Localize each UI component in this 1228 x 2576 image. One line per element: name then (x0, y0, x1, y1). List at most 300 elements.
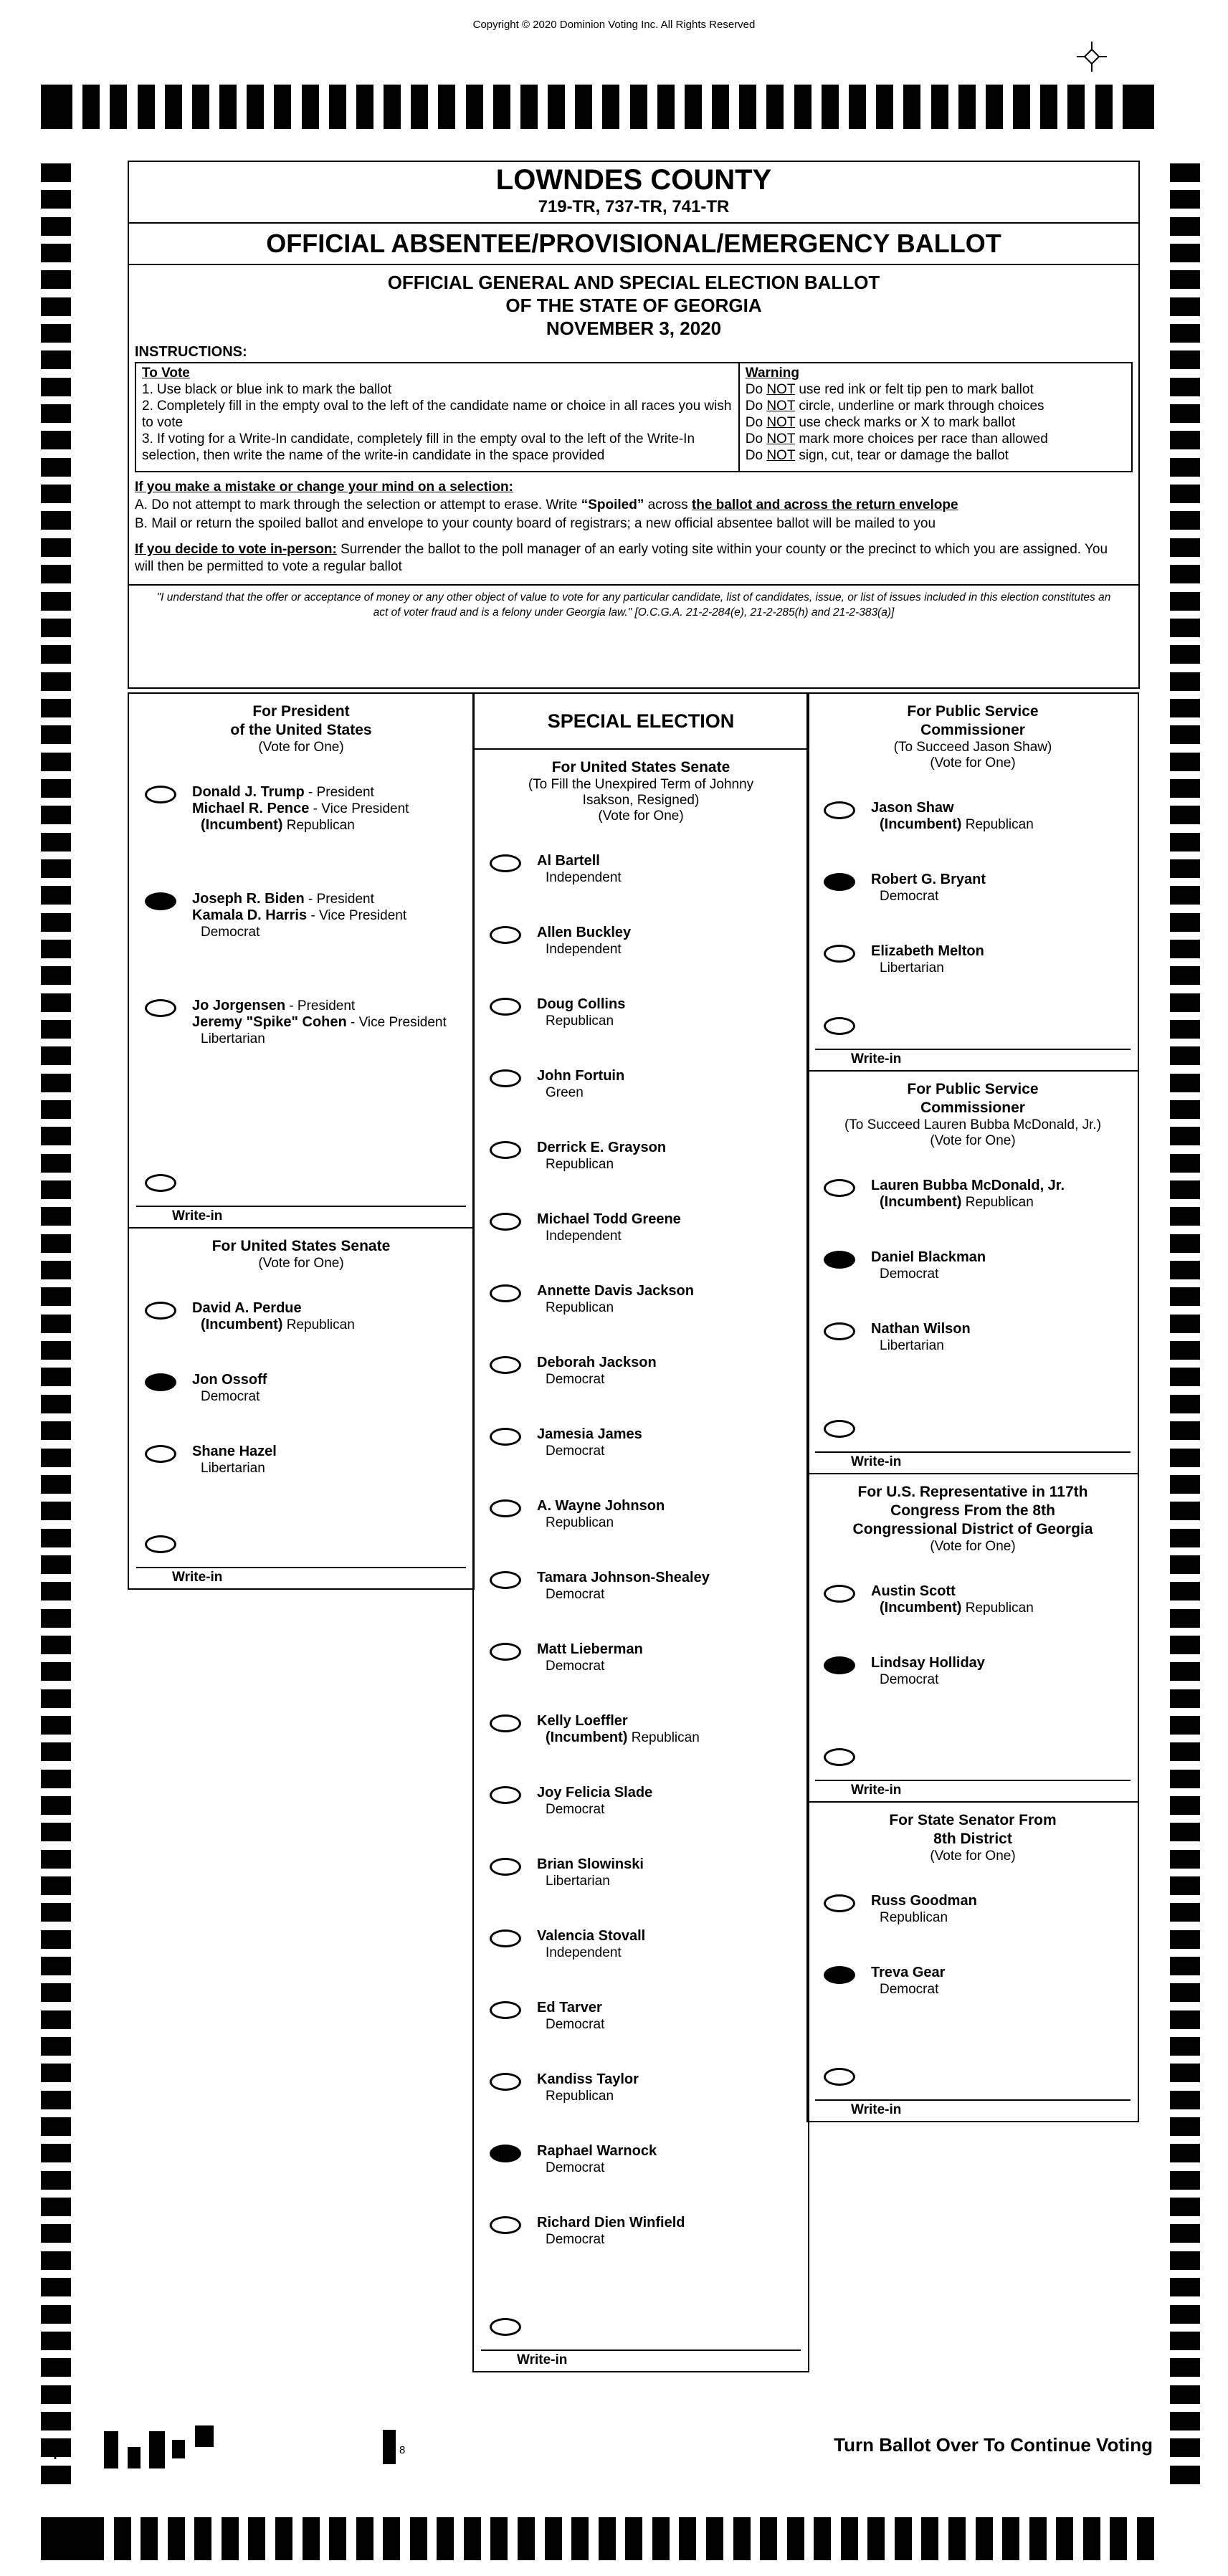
write-in-section (808, 2066, 1138, 2121)
contest-subtitle: (Vote for One) (258, 740, 344, 755)
county-name: LOWNDES COUNTY (495, 164, 772, 196)
timing-mark (41, 431, 71, 449)
write-in-label: Write-in (517, 2352, 568, 2367)
ballot-oval[interactable] (824, 1179, 855, 1197)
candidate-list (808, 800, 1138, 1015)
candidate-text-row: Kelly Loeffler (537, 1713, 628, 1729)
timing-mark (1170, 350, 1200, 369)
timing-mark (247, 85, 264, 129)
timing-mark (384, 85, 401, 129)
candidate-text-row: Kamala D. Harris - Vice President (192, 907, 407, 923)
timing-mark (41, 244, 71, 262)
candidate-text-row: (Incumbent) Republican (880, 1600, 1034, 1616)
timing-mark (41, 217, 71, 236)
write-in-oval[interactable] (145, 1174, 176, 1192)
write-in-label: Write-in (851, 1783, 902, 1798)
timing-mark (1170, 297, 1200, 316)
timing-mark (733, 2517, 751, 2560)
write-in-oval[interactable] (824, 1748, 855, 1766)
timing-mark (976, 2517, 993, 2560)
timing-mark (1013, 85, 1030, 129)
candidate-text-row: Austin Scott (871, 1583, 956, 1599)
instruction-item: 2. Completely fill in the empty oval to the left of the candidate name or choice in all races you wish to vote (142, 399, 732, 430)
candidate-option (474, 1928, 808, 1961)
candidate-text-row: Democrat (546, 1372, 605, 1387)
ballot-oval[interactable] (490, 1786, 521, 1804)
candidate-text-row: Democrat (546, 2017, 605, 2032)
calibration-bar (149, 2431, 165, 2468)
contest-title: Commissioner (920, 1099, 1025, 1116)
ballot-oval[interactable] (490, 854, 521, 872)
timing-mark (625, 2517, 642, 2560)
timing-mark (41, 378, 71, 396)
contest-title: For United States Senate (211, 1238, 391, 1254)
timing-mark (1123, 85, 1154, 129)
timing-mark (82, 85, 100, 129)
candidate-text-row: Democrat (201, 925, 260, 940)
write-in-oval[interactable] (145, 1535, 176, 1553)
timing-mark (706, 2517, 723, 2560)
timing-mark (303, 2517, 320, 2560)
contest-title: Commissioner (920, 722, 1025, 738)
contest-title: For U.S. Representative in 117th (857, 1484, 1088, 1500)
ballot-oval[interactable] (490, 2073, 521, 2091)
timing-mark (948, 2517, 966, 2560)
timing-mark (1002, 2517, 1019, 2560)
candidate-text-row: Independent (546, 1229, 622, 1244)
contest-subtitle: (Vote for One) (930, 1133, 1016, 1148)
election-title-block (129, 265, 1138, 343)
candidate-list (808, 1893, 1138, 2036)
contest-subtitle: Isakson, Resigned) (582, 793, 700, 808)
candidate-list (808, 1583, 1138, 1727)
timing-mark (41, 350, 71, 369)
contest-title: For Public Service (907, 1081, 1039, 1097)
contest-header (808, 1474, 1138, 1555)
write-in-section (808, 1418, 1138, 1473)
timing-mark (548, 85, 565, 129)
timing-mark (41, 511, 71, 530)
candidate-text-row: Treva Gear (871, 1965, 946, 1980)
timing-mark (766, 85, 784, 129)
write-in-oval[interactable] (824, 1017, 855, 1035)
candidate-option (808, 1893, 1138, 1926)
candidate-text-row: Daniel Blackman (871, 1249, 986, 1265)
timing-mark (1056, 2517, 1073, 2560)
candidate-text-row: Al Bartell (537, 853, 600, 869)
timing-mark (41, 2517, 104, 2560)
ballot-oval[interactable] (490, 1643, 521, 1661)
candidate-text-row: Doug Collins (537, 996, 626, 1012)
timing-mark (1095, 85, 1113, 129)
candidate-text-row: Green (546, 1085, 584, 1100)
timing-mark (219, 85, 237, 129)
candidate-option (474, 853, 808, 886)
ballot-oval[interactable] (145, 1445, 176, 1463)
contest-box (128, 692, 475, 1229)
ballot-oval[interactable] (490, 1069, 521, 1087)
timing-mark (438, 85, 455, 129)
candidate-text-row: Derrick E. Grayson (537, 1140, 667, 1155)
candidate-text-row: Democrat (546, 1802, 605, 1817)
candidate-text-row: Lauren Bubba McDonald, Jr. (871, 1178, 1065, 1193)
calibration-block (195, 2425, 214, 2447)
candidate-list (129, 1300, 473, 1515)
candidate-option (808, 1249, 1138, 1282)
timing-mark (599, 2517, 616, 2560)
ballot-oval[interactable] (824, 1585, 855, 1603)
candidate-option (474, 2071, 808, 2104)
timing-mark (302, 85, 319, 129)
timing-mark (41, 297, 71, 316)
timing-mark (1170, 163, 1200, 182)
ballot-oval[interactable] (490, 1213, 521, 1231)
to-vote-title: To Vote (142, 366, 190, 381)
timing-mark (41, 270, 71, 289)
timing-mark (41, 2466, 71, 2484)
timing-mark (986, 85, 1003, 129)
contest-title: For State Senator From (889, 1812, 1057, 1828)
timing-mark (138, 85, 155, 129)
timing-mark (679, 2517, 696, 2560)
candidate-text-row: Democrat (546, 1444, 605, 1459)
alignment-plus-mark: + (50, 2446, 61, 2465)
candidate-text-row: Jeremy "Spike" Cohen - Vice President (192, 1014, 447, 1030)
write-in-label: Write-in (172, 1570, 223, 1585)
timing-mark (41, 85, 72, 129)
ballot-oval[interactable] (490, 1714, 521, 1732)
tiny-print-glyph: 8 (399, 2444, 406, 2456)
contest-title: For Public Service (907, 703, 1039, 720)
ballot-oval[interactable] (490, 926, 521, 944)
instruction-item: 1. Use black or blue ink to mark the ballot (142, 382, 392, 397)
candidate-option (474, 2000, 808, 2033)
candidate-text-row: Brian Slowinski (537, 1856, 644, 1872)
ballot-oval[interactable] (490, 2216, 521, 2234)
candidate-text-row: Matt Lieberman (537, 1641, 643, 1657)
ballot-oval[interactable] (490, 1141, 521, 1159)
timing-mark (1170, 565, 1200, 583)
timing-mark (520, 85, 538, 129)
timing-mark (1170, 619, 1200, 637)
candidate-text-row: Lindsay Holliday (871, 1655, 985, 1671)
contest-header (474, 750, 808, 824)
timing-marks-top (41, 85, 1154, 129)
candidate-option (808, 872, 1138, 905)
timing-mark (1040, 85, 1057, 129)
contest-subtitle: (Vote for One) (930, 1539, 1016, 1554)
timing-mark (41, 485, 71, 503)
candidate-text-row: Republican (880, 1910, 948, 1925)
candidate-list (129, 784, 473, 1105)
ballot-oval[interactable] (490, 1858, 521, 1876)
timing-mark (630, 85, 647, 129)
ballot-oval-filled[interactable] (145, 892, 176, 910)
ballot-oval[interactable] (824, 801, 855, 819)
ballot-header-box (128, 161, 1140, 689)
candidate-text-row: (Incumbent) Republican (201, 817, 355, 833)
candidate-text-row: (Incumbent) Republican (880, 1194, 1034, 1210)
timing-mark (356, 2517, 373, 2560)
timing-mark (958, 85, 976, 129)
write-in-oval[interactable] (824, 2068, 855, 2086)
candidate-option (474, 1570, 808, 1603)
candidate-option (129, 1372, 473, 1405)
candidate-option (474, 1426, 808, 1459)
timing-mark (356, 85, 373, 129)
candidate-text-row: Independent (546, 1945, 622, 1960)
ballot-oval[interactable] (490, 1499, 521, 1517)
ballot-oval[interactable] (824, 945, 855, 963)
candidate-option (474, 1498, 808, 1531)
note-a: A. Do not attempt to mark through the selection or attempt to erase. Write “Spoiled” across the ballot and across the return envelope (135, 497, 958, 512)
ballot-oval-filled[interactable] (490, 2145, 521, 2162)
ballot-oval[interactable] (490, 1571, 521, 1589)
timing-mark (1067, 85, 1085, 129)
timing-mark (41, 619, 71, 637)
ballot-oval[interactable] (824, 1894, 855, 1912)
candidate-text-row: Libertarian (880, 960, 944, 975)
candidate-text-row: Raphael Warnock (537, 2143, 657, 2159)
candidate-text-row: Kandiss Taylor (537, 2071, 639, 2087)
ballot-oval[interactable] (145, 786, 176, 803)
candidate-text-row: Tamara Johnson-Shealey (537, 1570, 710, 1585)
candidate-option (474, 2215, 808, 2248)
in-person-note: If you decide to vote in-person: Surrender the ballot to the poll manager of an early voting site within your county or the precinct to which you are assigned. You will then be permitted to vote a regular ballot (135, 542, 1108, 574)
timing-mark (1170, 431, 1200, 449)
ballot-oval-filled[interactable] (824, 1656, 855, 1674)
timing-mark (192, 85, 209, 129)
timing-mark (41, 404, 71, 423)
timing-mark (275, 2517, 292, 2560)
timing-mark (794, 85, 811, 129)
timing-mark (41, 163, 71, 182)
ballot-oval[interactable] (490, 1929, 521, 1947)
ballot-oval[interactable] (824, 1322, 855, 1340)
ballot-oval[interactable] (490, 1356, 521, 1374)
candidate-text-row: Democrat (546, 1659, 605, 1674)
timing-mark (1137, 2517, 1154, 2560)
contest-title: For United States Senate (551, 759, 730, 776)
warning-title: Warning (745, 366, 800, 381)
election-date: NOVEMBER 3, 2020 (546, 318, 722, 339)
timing-mark (466, 85, 483, 129)
timing-mark (41, 592, 71, 611)
candidate-option (474, 1856, 808, 1889)
candidate-option (129, 784, 473, 834)
instructions-label: INSTRUCTIONS: (135, 344, 247, 360)
candidate-text-row: Republican (546, 2089, 614, 2104)
timing-mark (1170, 324, 1200, 343)
candidate-text-row: Independent (546, 870, 622, 885)
candidate-text-row: (Incumbent) Republican (201, 1317, 355, 1332)
candidate-text-row: Democrat (546, 2160, 605, 2175)
candidate-option (129, 998, 473, 1047)
write-in-oval[interactable] (824, 1420, 855, 1438)
candidate-text-row: Independent (546, 942, 622, 957)
candidate-option (474, 1068, 808, 1101)
candidate-option (474, 996, 808, 1029)
timing-mark (518, 2517, 535, 2560)
timing-mark (168, 2517, 185, 2560)
write-in-oval[interactable] (490, 2318, 521, 2336)
timing-mark (1170, 190, 1200, 209)
candidate-option (474, 1713, 808, 1746)
contest-box (128, 1227, 475, 1590)
timing-mark (1170, 217, 1200, 236)
election-title: OFFICIAL GENERAL AND SPECIAL ELECTION BALLOT (387, 272, 880, 293)
precinct-codes: 719-TR, 737-TR, 741-TR (538, 197, 730, 216)
candidate-option (474, 1140, 808, 1173)
write-in-section (129, 1534, 473, 1588)
timing-mark (1110, 2517, 1127, 2560)
timing-mark (41, 190, 71, 209)
candidate-option (474, 2143, 808, 2176)
candidate-option (808, 943, 1138, 976)
warning-item: Do NOT sign, cut, tear or damage the ballot (745, 448, 1009, 463)
contest-title: Congressional District of Georgia (852, 1521, 1093, 1537)
timing-mark (571, 2517, 589, 2560)
candidate-text-row: Libertarian (546, 1874, 610, 1889)
timing-mark (411, 85, 428, 129)
timing-mark (41, 645, 71, 664)
contest-title: Congress From the 8th (890, 1502, 1055, 1519)
candidate-option (129, 1444, 473, 1477)
timing-mark (1170, 672, 1200, 691)
candidate-option (808, 1583, 1138, 1616)
timing-mark (41, 672, 71, 691)
candidate-option (808, 800, 1138, 833)
timing-mark (141, 2517, 158, 2560)
candidate-text-row: Democrat (880, 1266, 939, 1282)
timing-mark (329, 2517, 346, 2560)
candidate-text-row: Libertarian (201, 1461, 265, 1476)
write-in-section (808, 1747, 1138, 1801)
ballot-oval-filled[interactable] (824, 1966, 855, 1984)
candidate-list (808, 1178, 1138, 1393)
timing-mark (1170, 511, 1200, 530)
ballot-oval[interactable] (145, 999, 176, 1017)
contests-area (0, 692, 1228, 2427)
candidate-text-row: Elizabeth Melton (871, 943, 984, 959)
timing-mark (685, 85, 702, 129)
timing-mark (876, 85, 893, 129)
candidate-option (474, 1211, 808, 1244)
contest-subtitle: (Vote for One) (930, 755, 1016, 771)
ballot-column (472, 692, 809, 2372)
ballot-oval[interactable] (490, 998, 521, 1016)
contest-title: For President (252, 703, 350, 720)
timing-mark (849, 85, 866, 129)
timing-mark (1029, 2517, 1047, 2560)
write-in-label: Write-in (851, 1051, 902, 1067)
candidate-option (474, 925, 808, 958)
timing-mark (114, 2517, 131, 2560)
candidate-text-row: (Incumbent) Republican (880, 816, 1034, 832)
candidate-text-row: Joseph R. Biden - President (192, 891, 374, 907)
ballot-oval[interactable] (145, 1302, 176, 1320)
candidate-text-row: Democrat (546, 2232, 605, 2247)
candidate-option (474, 1785, 808, 1818)
ballot-oval[interactable] (490, 2001, 521, 2019)
timing-mark (903, 85, 920, 129)
contest-box (806, 1070, 1139, 1474)
timing-mark (1170, 244, 1200, 262)
timing-mark (1170, 538, 1200, 557)
ballot-oval[interactable] (490, 1428, 521, 1446)
timing-mark (739, 85, 756, 129)
timing-mark (1170, 404, 1200, 423)
candidate-option (129, 891, 473, 940)
state-title: OF THE STATE OF GEORGIA (505, 295, 762, 316)
candidate-text-row: Donald J. Trump - President (192, 784, 374, 800)
candidate-text-row: Allen Buckley (537, 925, 632, 940)
timing-mark (921, 2517, 938, 2560)
timing-mark (575, 85, 592, 129)
timing-mark (867, 2517, 885, 2560)
timing-marks-bottom (41, 2517, 1154, 2560)
timing-mark (841, 2517, 858, 2560)
timing-mark (760, 2517, 777, 2560)
timing-mark (602, 85, 619, 129)
contest-box (806, 692, 1139, 1072)
contest-box (806, 1473, 1139, 1803)
contest-subtitle: (Vote for One) (258, 1256, 344, 1271)
candidate-text-row: Ed Tarver (537, 2000, 602, 2016)
candidate-text-row: Jon Ossoff (192, 1372, 267, 1388)
copyright-line: Copyright © 2020 Dominion Voting Inc. All Rights Reserved (472, 19, 756, 31)
candidate-text-row: Republican (546, 1013, 614, 1029)
contest-subtitle: (To Succeed Lauren Bubba McDonald, Jr.) (844, 1117, 1102, 1132)
ballot-oval-filled[interactable] (824, 1251, 855, 1269)
candidate-text-row: Shane Hazel (192, 1444, 277, 1459)
ballot-oval-filled[interactable] (145, 1373, 176, 1391)
calibration-bar (172, 2440, 185, 2458)
timing-mark (652, 2517, 670, 2560)
timing-mark (1083, 2517, 1100, 2560)
candidate-text-row: Russ Goodman (871, 1893, 977, 1909)
candidate-option (808, 1965, 1138, 1998)
candidate-text-row: Nathan Wilson (871, 1321, 971, 1337)
note-b: B. Mail or return the spoiled ballot and envelope to your county board of registrars; a new official absentee ballot will be mailed to you (135, 516, 936, 531)
instruction-item: 3. If voting for a Write-In candidate, completely fill in the empty oval to the left of the Write-In selection, then write the name of the write-in candidate in the space provided (142, 431, 695, 463)
candidate-text-row: Libertarian (201, 1031, 265, 1046)
ballot-oval-filled[interactable] (824, 873, 855, 891)
write-in-label: Write-in (851, 2102, 902, 2117)
timing-mark (41, 324, 71, 343)
timing-mark (895, 2517, 912, 2560)
contest-box (806, 1801, 1139, 2122)
timing-mark (931, 85, 948, 129)
timing-mark (383, 2517, 400, 2560)
candidate-text-row: Robert G. Bryant (871, 872, 986, 887)
candidate-option (474, 1283, 808, 1316)
timing-mark (1170, 378, 1200, 396)
candidate-text-row: Jamesia James (537, 1426, 642, 1442)
candidate-text-row: Jason Shaw (871, 800, 954, 816)
timing-mark (274, 85, 291, 129)
turn-over-notice: Turn Ballot Over To Continue Voting (834, 2434, 1153, 2456)
warning-item: Do NOT use red ink or felt tip pen to mark ballot (745, 382, 1034, 397)
timing-mark (1170, 592, 1200, 611)
candidate-text-row: Democrat (546, 1587, 605, 1602)
registration-mark-icon (1075, 40, 1108, 77)
ballot-oval[interactable] (490, 1284, 521, 1302)
candidate-list (474, 853, 808, 2286)
contest-box (472, 748, 809, 2372)
warning-item: Do NOT mark more choices per race than allowed (745, 431, 1048, 447)
candidate-option (808, 1655, 1138, 1688)
